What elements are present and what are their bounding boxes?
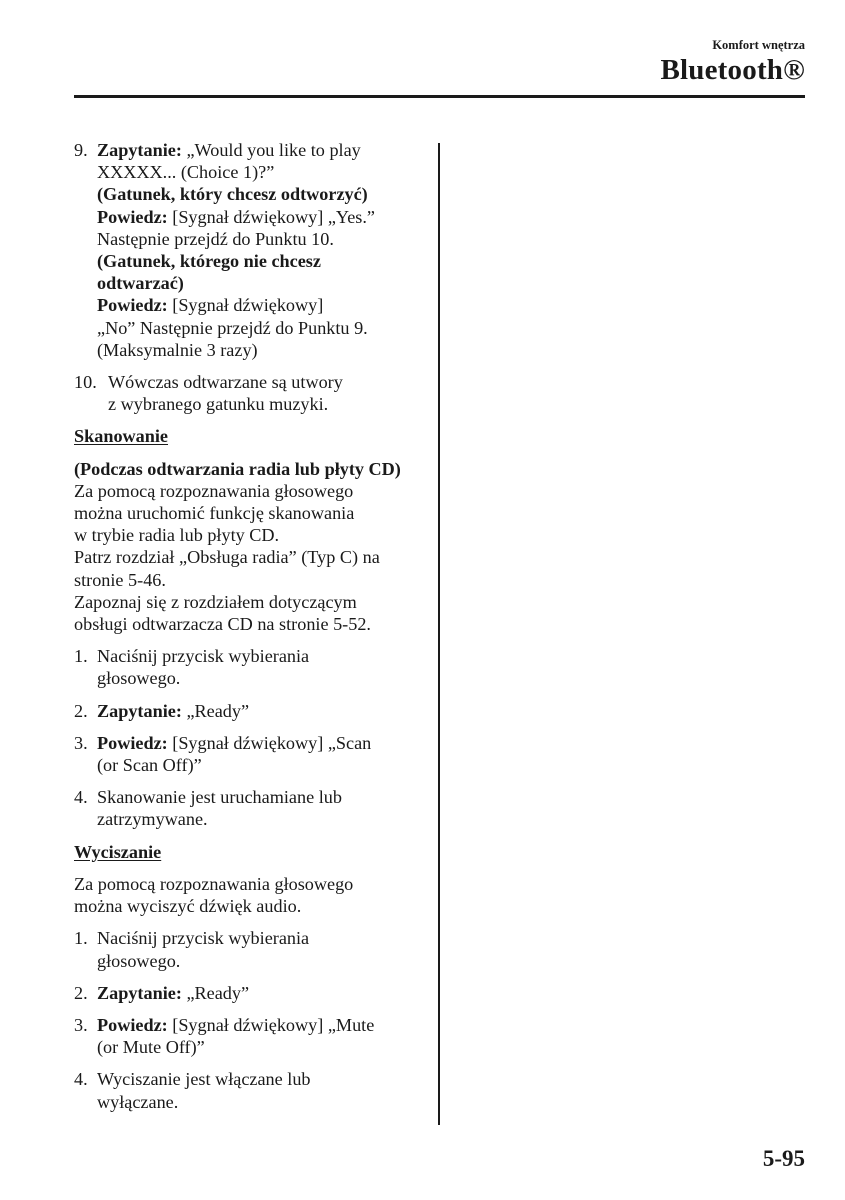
step-number: 4. bbox=[74, 787, 88, 808]
step-number: 3. bbox=[74, 732, 88, 753]
case-label: (Gatunek, którego nie chcesz bbox=[97, 251, 321, 272]
step-10 bbox=[74, 371, 436, 415]
condition-label: (Podczas odtwarzania radia lub płyty CD) bbox=[74, 458, 401, 479]
section-title: Komfort wnętrza bbox=[712, 38, 805, 52]
mute-step-1 bbox=[74, 927, 436, 971]
case-label: (Gatunek, który chcesz odtworzyć) bbox=[97, 184, 368, 205]
mute-step-2 bbox=[74, 982, 436, 1004]
step-number: 2. bbox=[74, 982, 88, 1003]
step-line: Wówczas odtwarzane są utwory bbox=[108, 372, 343, 393]
case-heading bbox=[97, 250, 436, 272]
para-line: Patrz rozdział „Obsługa radia” (Typ C) na bbox=[74, 547, 380, 568]
mute-heading: Wyciszanie bbox=[74, 841, 162, 862]
prompt-text: „Ready” bbox=[181, 982, 250, 1003]
step-line: (Maksymalnie 3 razy) bbox=[97, 339, 258, 360]
para-line: Za pomocą rozpoznawania głosowego bbox=[74, 873, 354, 894]
step-number: 9. bbox=[74, 140, 88, 160]
say-label: Powiedz: bbox=[97, 295, 168, 316]
scan-step-4 bbox=[74, 786, 436, 830]
para-line: można wyciszyć dźwięk audio. bbox=[74, 896, 302, 917]
step-line bbox=[97, 294, 436, 316]
step-number: 1. bbox=[74, 646, 88, 667]
case-heading bbox=[97, 272, 436, 294]
say-text: [Sygnał dźwiękowy] „Scan bbox=[167, 732, 372, 753]
para-line: Za pomocą rozpoznawania głosowego bbox=[74, 480, 354, 501]
step-number: 4. bbox=[74, 1069, 88, 1090]
scan-heading: Skanowanie bbox=[74, 426, 169, 447]
say-text: [Sygnał dźwiękowy] „Yes.” bbox=[167, 206, 375, 227]
prompt-label: Zapytanie: bbox=[97, 700, 182, 721]
header-rule bbox=[74, 95, 805, 98]
mute-step-3 bbox=[74, 1014, 436, 1058]
column-divider bbox=[438, 143, 440, 1125]
page-number: 5-95 bbox=[762, 1146, 805, 1171]
step-number: 10. bbox=[74, 372, 97, 393]
chapter-title: Bluetooth® bbox=[660, 54, 805, 86]
step-line: (or Scan Off)” bbox=[97, 755, 202, 776]
step-line: głosowego. bbox=[97, 950, 181, 971]
say-label: Powiedz: bbox=[97, 1014, 168, 1035]
say-label: Powiedz: bbox=[97, 206, 168, 227]
step-number: 1. bbox=[74, 928, 88, 949]
step-line: z wybranego gatunku muzyki. bbox=[108, 394, 329, 415]
para-line: obsługi odtwarzacza CD na stronie 5-52. bbox=[74, 614, 371, 635]
prompt-label: Zapytanie: bbox=[97, 140, 182, 160]
step-line: Naciśnij przycisk wybierania bbox=[97, 928, 310, 949]
say-text: [Sygnał dźwiękowy] „Mute bbox=[167, 1014, 375, 1035]
step-line: głosowego. bbox=[97, 668, 181, 689]
para-line: stronie 5-46. bbox=[74, 569, 166, 590]
scan-condition bbox=[74, 458, 436, 480]
say-label: Powiedz: bbox=[97, 732, 168, 753]
prompt-text: „Ready” bbox=[181, 700, 250, 721]
scan-step-2 bbox=[74, 700, 436, 722]
step-line: „No” Następnie przejdź do Punktu 9. bbox=[97, 317, 368, 338]
para-line: można uruchomić funkcję skanowania bbox=[74, 503, 355, 524]
case-label: odtwarzać) bbox=[97, 273, 184, 294]
step-line: Wyciszanie jest włączane lub bbox=[97, 1069, 311, 1090]
step-line bbox=[97, 206, 436, 228]
step-line bbox=[97, 700, 436, 722]
say-text: [Sygnał dźwiękowy] bbox=[167, 295, 324, 316]
step-line: zatrzymywane. bbox=[97, 809, 208, 830]
prompt-label: Zapytanie: bbox=[97, 982, 182, 1003]
step-line: XXXXX... (Choice 1)?” bbox=[97, 162, 275, 183]
step-number: 3. bbox=[74, 1014, 88, 1035]
step-line: wyłączane. bbox=[97, 1091, 179, 1112]
step-line: Skanowanie jest uruchamiane lub bbox=[97, 787, 342, 808]
step-line bbox=[97, 982, 436, 1004]
step-number: 2. bbox=[74, 700, 88, 721]
step-line bbox=[97, 732, 436, 754]
step-line bbox=[97, 1014, 436, 1036]
step-line: Naciśnij przycisk wybierania bbox=[97, 646, 310, 667]
mute-description bbox=[74, 873, 436, 917]
scan-description bbox=[74, 458, 436, 636]
scan-step-1 bbox=[74, 645, 436, 689]
prompt-text: „Would you like to play bbox=[181, 140, 361, 160]
case-heading bbox=[97, 183, 436, 205]
step-line: Następnie przejdź do Punktu 10. bbox=[97, 228, 334, 249]
para-line: w trybie radia lub płyty CD. bbox=[74, 525, 280, 546]
step-9 bbox=[74, 139, 436, 361]
para-line: Zapoznaj się z rozdziałem dotyczącym bbox=[74, 591, 357, 612]
step-line bbox=[97, 139, 436, 161]
scan-step-3 bbox=[74, 732, 436, 776]
left-column bbox=[74, 139, 436, 1123]
step-line: (or Mute Off)” bbox=[97, 1037, 205, 1058]
mute-step-4 bbox=[74, 1068, 436, 1112]
